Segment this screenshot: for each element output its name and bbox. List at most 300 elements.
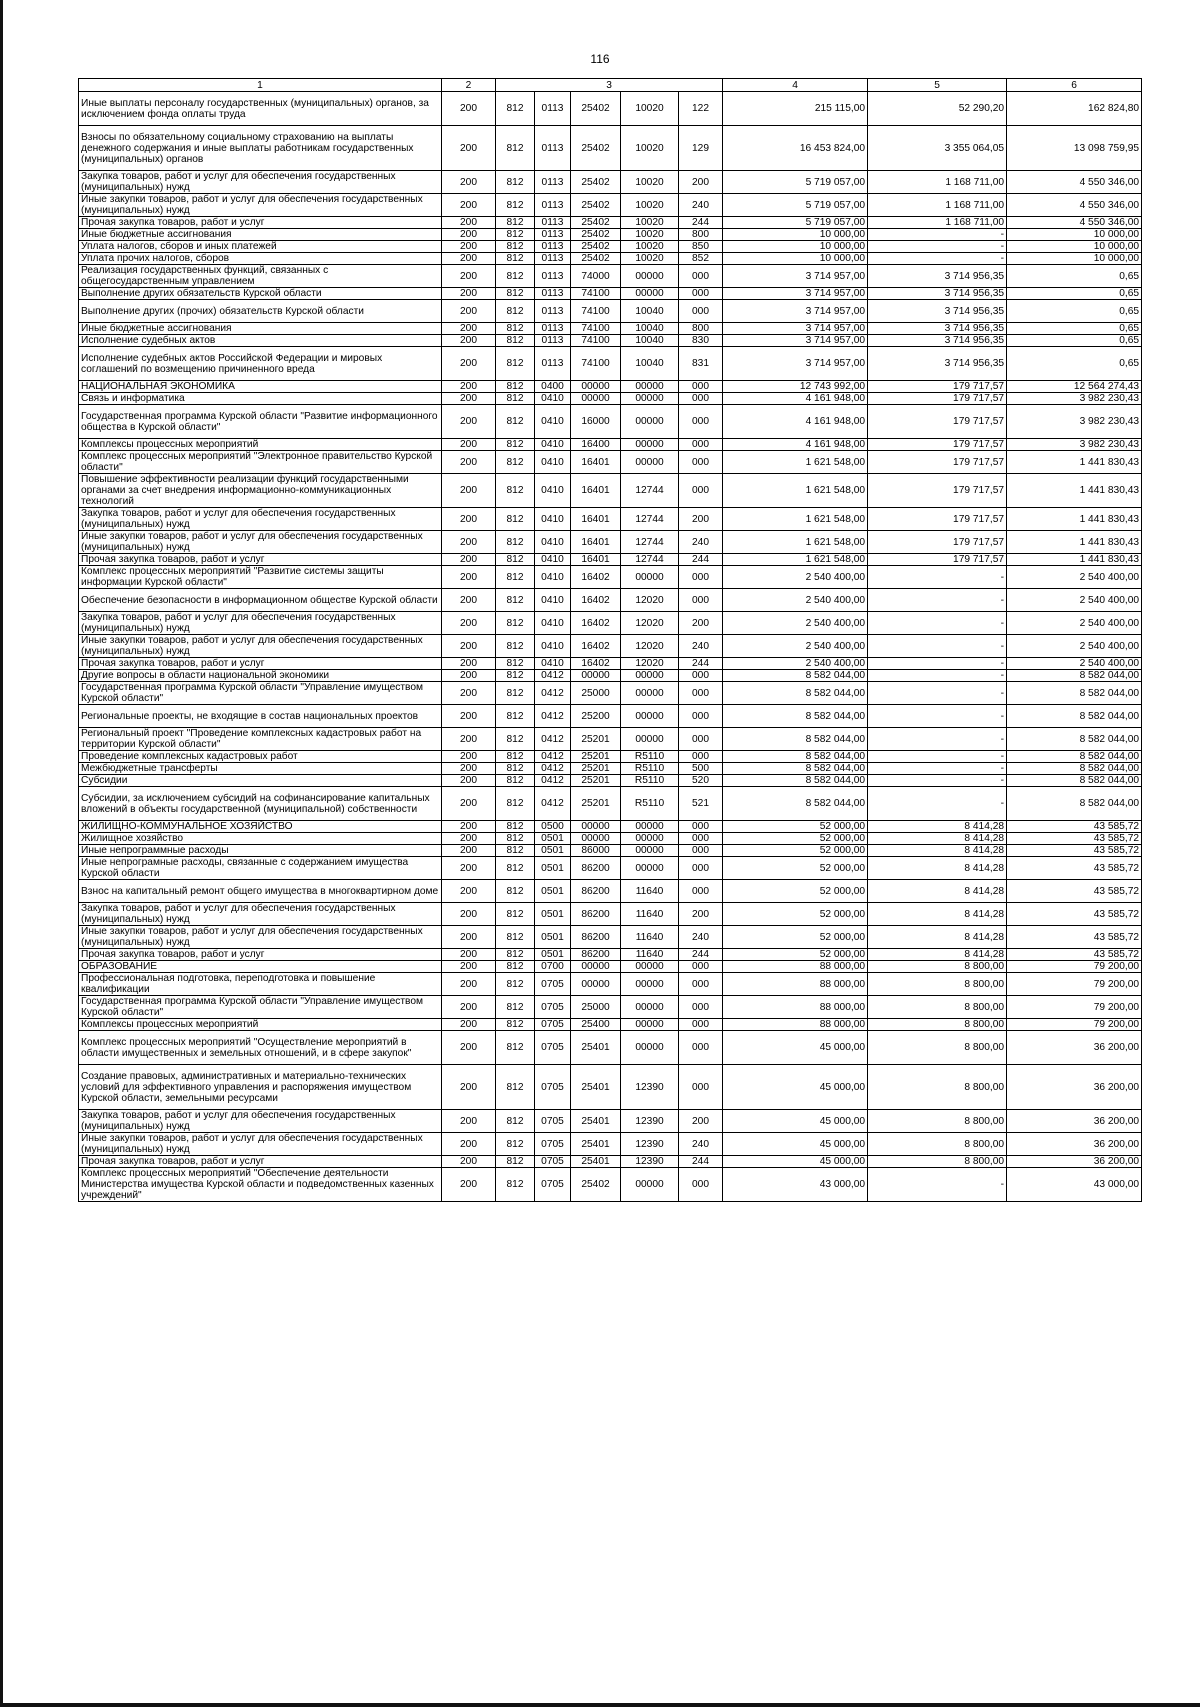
code-target: 00000 — [571, 833, 621, 845]
code-target-sub: 00000 — [621, 288, 679, 300]
value-col6: 8 582 044,00 — [1007, 775, 1142, 787]
row-name: Взносы по обязательному социальному страхованию на выплаты денежного содержания и иные выплаты работникам государственных (муниципальных) органов — [79, 126, 442, 171]
value-col4: 45 000,00 — [723, 1065, 868, 1110]
table-row — [79, 1065, 1142, 1110]
value-col4: 52 000,00 — [723, 845, 868, 857]
code-section: 0113 — [535, 288, 571, 300]
table-row — [79, 347, 1142, 381]
code-target-sub: 00000 — [621, 996, 679, 1019]
code-col2: 200 — [442, 194, 496, 217]
code-expense-type: 244 — [679, 217, 723, 229]
value-col6: 0,65 — [1007, 323, 1142, 335]
code-section: 0705 — [535, 1168, 571, 1202]
code-target: 74100 — [571, 300, 621, 323]
code-target: 25400 — [571, 1019, 621, 1031]
code-section: 0501 — [535, 926, 571, 949]
value-col6: 43 585,72 — [1007, 949, 1142, 961]
code-section: 0113 — [535, 126, 571, 171]
code-admin: 812 — [496, 566, 535, 589]
code-target-sub: 00000 — [621, 1031, 679, 1065]
row-name: Проведение комплексных кадастровых работ — [79, 751, 442, 763]
code-target: 25402 — [571, 126, 621, 171]
code-expense-type: 000 — [679, 300, 723, 323]
code-admin: 812 — [496, 92, 535, 126]
code-section: 0113 — [535, 265, 571, 288]
code-expense-type: 000 — [679, 857, 723, 880]
value-col5: 8 800,00 — [868, 961, 1007, 973]
value-col4: 45 000,00 — [723, 1156, 868, 1168]
value-col4: 8 582 044,00 — [723, 763, 868, 775]
value-col5: 8 414,28 — [868, 880, 1007, 903]
table-row — [79, 229, 1142, 241]
value-col6: 10 000,00 — [1007, 229, 1142, 241]
code-col2: 200 — [442, 821, 496, 833]
table-row — [79, 682, 1142, 705]
code-target: 16401 — [571, 474, 621, 508]
code-section: 0412 — [535, 670, 571, 682]
value-col5: 52 290,20 — [868, 92, 1007, 126]
code-admin: 812 — [496, 474, 535, 508]
code-target-sub: 10040 — [621, 335, 679, 347]
table-row — [79, 949, 1142, 961]
code-col2: 200 — [442, 508, 496, 531]
code-expense-type: 521 — [679, 787, 723, 821]
code-target-sub: 11640 — [621, 903, 679, 926]
code-col2: 200 — [442, 973, 496, 996]
code-admin: 812 — [496, 265, 535, 288]
value-col4: 12 743 992,00 — [723, 381, 868, 393]
table-row — [79, 973, 1142, 996]
code-target: 25201 — [571, 763, 621, 775]
code-col2: 200 — [442, 126, 496, 171]
value-col6: 3 982 230,43 — [1007, 439, 1142, 451]
table-row — [79, 405, 1142, 439]
value-col4: 88 000,00 — [723, 1019, 868, 1031]
value-col4: 45 000,00 — [723, 1133, 868, 1156]
value-col6: 1 441 830,43 — [1007, 508, 1142, 531]
code-admin: 812 — [496, 763, 535, 775]
code-target-sub: 10020 — [621, 126, 679, 171]
value-col6: 2 540 400,00 — [1007, 566, 1142, 589]
code-admin: 812 — [496, 451, 535, 474]
code-target: 00000 — [571, 973, 621, 996]
code-section: 0705 — [535, 1110, 571, 1133]
row-name: Профессиональная подготовка, переподготовка и повышение квалификации — [79, 973, 442, 996]
code-admin: 812 — [496, 926, 535, 949]
code-section: 0113 — [535, 241, 571, 253]
code-target: 86200 — [571, 857, 621, 880]
code-admin: 812 — [496, 335, 535, 347]
value-col6: 8 582 044,00 — [1007, 751, 1142, 763]
code-expense-type: 000 — [679, 705, 723, 728]
table-row — [79, 474, 1142, 508]
value-col4: 52 000,00 — [723, 903, 868, 926]
code-target: 25201 — [571, 728, 621, 751]
code-target: 25401 — [571, 1065, 621, 1110]
code-target: 16402 — [571, 658, 621, 670]
code-target: 74100 — [571, 335, 621, 347]
row-name: Закупка товаров, работ и услуг для обеспечения государственных (муниципальных) нужд — [79, 903, 442, 926]
value-col5: 3 714 956,35 — [868, 300, 1007, 323]
row-name: Иные закупки товаров, работ и услуг для обеспечения государственных (муниципальных) нужд — [79, 531, 442, 554]
code-target-sub: 00000 — [621, 833, 679, 845]
row-name: Региональный проект "Проведение комплексных кадастровых работ на территории Курской области" — [79, 728, 442, 751]
code-admin: 812 — [496, 658, 535, 670]
value-col4: 3 714 957,00 — [723, 323, 868, 335]
row-name: Иные бюджетные ассигнования — [79, 323, 442, 335]
value-col4: 88 000,00 — [723, 961, 868, 973]
code-expense-type: 000 — [679, 751, 723, 763]
table-row — [79, 903, 1142, 926]
code-section: 0412 — [535, 763, 571, 775]
code-target: 00000 — [571, 670, 621, 682]
code-section: 0113 — [535, 335, 571, 347]
table-row — [79, 451, 1142, 474]
code-target-sub: 10020 — [621, 229, 679, 241]
code-expense-type: 000 — [679, 821, 723, 833]
row-name: Иные непрограмные расходы, связанные с содержанием имущества Курской области — [79, 857, 442, 880]
row-name: Прочая закупка товаров, работ и услуг — [79, 217, 442, 229]
value-col6: 1 441 830,43 — [1007, 554, 1142, 566]
value-col5: - — [868, 253, 1007, 265]
table-row — [79, 996, 1142, 1019]
code-section: 0410 — [535, 439, 571, 451]
code-expense-type: 000 — [679, 670, 723, 682]
table-row — [79, 335, 1142, 347]
table-row — [79, 1031, 1142, 1065]
code-target: 25000 — [571, 996, 621, 1019]
code-section: 0705 — [535, 1031, 571, 1065]
table-row — [79, 1168, 1142, 1202]
code-target-sub: 12390 — [621, 1133, 679, 1156]
code-section: 0501 — [535, 903, 571, 926]
code-expense-type: 852 — [679, 253, 723, 265]
code-target: 00000 — [571, 393, 621, 405]
value-col6: 43 585,72 — [1007, 833, 1142, 845]
code-target: 25402 — [571, 171, 621, 194]
header-col-4: 4 — [723, 79, 868, 92]
value-col4: 1 621 548,00 — [723, 474, 868, 508]
value-col6: 36 200,00 — [1007, 1133, 1142, 1156]
code-target-sub: 12390 — [621, 1110, 679, 1133]
row-name: Межбюджетные трансферты — [79, 763, 442, 775]
value-col4: 1 621 548,00 — [723, 451, 868, 474]
code-col2: 200 — [442, 589, 496, 612]
value-col4: 16 453 824,00 — [723, 126, 868, 171]
scan-edge-left — [0, 0, 3, 1707]
code-col2: 200 — [442, 996, 496, 1019]
code-target: 16402 — [571, 612, 621, 635]
value-col6: 12 564 274,43 — [1007, 381, 1142, 393]
value-col6: 4 550 346,00 — [1007, 217, 1142, 229]
code-col2: 200 — [442, 728, 496, 751]
code-section: 0705 — [535, 973, 571, 996]
row-name: Комплекс процессных мероприятий "Обеспечение деятельности Министерства имущества Курской области и подведомственных казенных учреждений" — [79, 1168, 442, 1202]
code-target: 74000 — [571, 265, 621, 288]
code-col2: 200 — [442, 833, 496, 845]
code-admin: 812 — [496, 531, 535, 554]
value-col5: - — [868, 670, 1007, 682]
value-col6: 36 200,00 — [1007, 1156, 1142, 1168]
value-col6: 0,65 — [1007, 300, 1142, 323]
value-col4: 8 582 044,00 — [723, 670, 868, 682]
header-col-6: 6 — [1007, 79, 1142, 92]
code-target: 25402 — [571, 194, 621, 217]
value-col4: 43 000,00 — [723, 1168, 868, 1202]
value-col6: 3 982 230,43 — [1007, 405, 1142, 439]
value-col5: - — [868, 751, 1007, 763]
code-expense-type: 500 — [679, 763, 723, 775]
code-admin: 812 — [496, 670, 535, 682]
row-name: Связь и информатика — [79, 393, 442, 405]
code-col2: 200 — [442, 682, 496, 705]
value-col6: 2 540 400,00 — [1007, 635, 1142, 658]
header-col-5: 5 — [868, 79, 1007, 92]
code-col2: 200 — [442, 1168, 496, 1202]
value-col5: 3 355 064,05 — [868, 126, 1007, 171]
code-target-sub: 12020 — [621, 589, 679, 612]
row-name: Закупка товаров, работ и услуг для обеспечения государственных (муниципальных) нужд — [79, 1110, 442, 1133]
code-target: 86200 — [571, 903, 621, 926]
code-admin: 812 — [496, 589, 535, 612]
code-target: 16401 — [571, 554, 621, 566]
value-col6: 8 582 044,00 — [1007, 682, 1142, 705]
code-target-sub: 00000 — [621, 670, 679, 682]
code-section: 0410 — [535, 612, 571, 635]
row-name: ЖИЛИЩНО-КОММУНАЛЬНОЕ ХОЗЯЙСТВО — [79, 821, 442, 833]
code-col2: 200 — [442, 451, 496, 474]
value-col6: 13 098 759,95 — [1007, 126, 1142, 171]
table-row — [79, 763, 1142, 775]
code-expense-type: 000 — [679, 405, 723, 439]
table-row — [79, 323, 1142, 335]
code-target-sub: 00000 — [621, 566, 679, 589]
row-name: Региональные проекты, не входящие в состав национальных проектов — [79, 705, 442, 728]
value-col6: 43 585,72 — [1007, 821, 1142, 833]
value-col6: 79 200,00 — [1007, 973, 1142, 996]
code-expense-type: 830 — [679, 335, 723, 347]
value-col6: 36 200,00 — [1007, 1065, 1142, 1110]
code-target: 16400 — [571, 439, 621, 451]
table-row — [79, 393, 1142, 405]
code-col2: 200 — [442, 347, 496, 381]
code-col2: 200 — [442, 171, 496, 194]
value-col5: 8 800,00 — [868, 1031, 1007, 1065]
code-expense-type: 240 — [679, 1133, 723, 1156]
code-col2: 200 — [442, 903, 496, 926]
code-col2: 200 — [442, 1019, 496, 1031]
value-col5: 8 800,00 — [868, 1133, 1007, 1156]
code-admin: 812 — [496, 845, 535, 857]
code-target: 86200 — [571, 880, 621, 903]
code-target-sub: 10020 — [621, 253, 679, 265]
value-col6: 2 540 400,00 — [1007, 658, 1142, 670]
code-col2: 200 — [442, 265, 496, 288]
code-target-sub: R5110 — [621, 751, 679, 763]
row-name: Государственная программа Курской области "Развитие информационного общества в Курской области" — [79, 405, 442, 439]
code-admin: 812 — [496, 1065, 535, 1110]
value-col6: 4 550 346,00 — [1007, 171, 1142, 194]
code-section: 0113 — [535, 229, 571, 241]
code-expense-type: 000 — [679, 1168, 723, 1202]
value-col5: 179 717,57 — [868, 405, 1007, 439]
table-row — [79, 92, 1142, 126]
row-name: Исполнение судебных актов Российской Федерации и мировых соглашений по возмещению причиненного вреда — [79, 347, 442, 381]
value-col5: 179 717,57 — [868, 531, 1007, 554]
table-row — [79, 217, 1142, 229]
row-name: Взнос на капитальный ремонт общего имущества в многоквартирном доме — [79, 880, 442, 903]
table-row — [79, 821, 1142, 833]
code-expense-type: 000 — [679, 381, 723, 393]
table-row — [79, 612, 1142, 635]
row-name: Повышение эффективности реализации функций государственными органами за счет внедрения информационно-коммуникационных технологий — [79, 474, 442, 508]
table-row — [79, 751, 1142, 763]
row-name: Государственная программа Курской области "Управление имуществом Курской области" — [79, 996, 442, 1019]
code-target: 16402 — [571, 635, 621, 658]
row-name: Иные закупки товаров, работ и услуг для обеспечения государственных (муниципальных) нужд — [79, 926, 442, 949]
code-expense-type: 000 — [679, 833, 723, 845]
code-target: 25401 — [571, 1133, 621, 1156]
code-target-sub: 00000 — [621, 728, 679, 751]
row-name: Комплекс процессных мероприятий "Осуществление мероприятий в области имущественных и земельных отношений, и в сфере закупок" — [79, 1031, 442, 1065]
value-col5: 8 414,28 — [868, 903, 1007, 926]
value-col5: 8 414,28 — [868, 857, 1007, 880]
code-col2: 200 — [442, 857, 496, 880]
row-name: Иные бюджетные ассигнования — [79, 229, 442, 241]
code-expense-type: 129 — [679, 126, 723, 171]
code-section: 0410 — [535, 508, 571, 531]
code-expense-type: 122 — [679, 92, 723, 126]
value-col5: 179 717,57 — [868, 508, 1007, 531]
code-expense-type: 000 — [679, 566, 723, 589]
value-col6: 79 200,00 — [1007, 961, 1142, 973]
value-col4: 10 000,00 — [723, 229, 868, 241]
row-name: Жилищное хозяйство — [79, 833, 442, 845]
value-col6: 43 000,00 — [1007, 1168, 1142, 1202]
code-expense-type: 800 — [679, 323, 723, 335]
value-col4: 3 714 957,00 — [723, 288, 868, 300]
table-row — [79, 253, 1142, 265]
code-section: 0412 — [535, 751, 571, 763]
row-name: Уплата налогов, сборов и иных платежей — [79, 241, 442, 253]
table-row — [79, 1156, 1142, 1168]
row-name: Прочая закупка товаров, работ и услуг — [79, 1156, 442, 1168]
code-col2: 200 — [442, 381, 496, 393]
code-admin: 812 — [496, 682, 535, 705]
code-expense-type: 000 — [679, 961, 723, 973]
row-name: Комплексы процессных мероприятий — [79, 439, 442, 451]
value-col4: 8 582 044,00 — [723, 787, 868, 821]
code-section: 0705 — [535, 996, 571, 1019]
value-col5: 3 714 956,35 — [868, 335, 1007, 347]
code-expense-type: 000 — [679, 474, 723, 508]
code-admin: 812 — [496, 1156, 535, 1168]
code-target-sub: 12020 — [621, 612, 679, 635]
value-col4: 1 621 548,00 — [723, 531, 868, 554]
value-col5: - — [868, 1168, 1007, 1202]
code-target: 16401 — [571, 531, 621, 554]
code-col2: 200 — [442, 751, 496, 763]
code-section: 0113 — [535, 92, 571, 126]
code-expense-type: 520 — [679, 775, 723, 787]
header-col-1: 1 — [79, 79, 442, 92]
code-expense-type: 000 — [679, 439, 723, 451]
value-col5: - — [868, 787, 1007, 821]
code-target-sub: 00000 — [621, 1168, 679, 1202]
code-col2: 200 — [442, 393, 496, 405]
value-col4: 3 714 957,00 — [723, 265, 868, 288]
table-header-row — [79, 79, 1142, 92]
table-row — [79, 857, 1142, 880]
value-col5: - — [868, 589, 1007, 612]
value-col6: 4 550 346,00 — [1007, 194, 1142, 217]
table-row — [79, 508, 1142, 531]
code-section: 0412 — [535, 682, 571, 705]
value-col6: 3 982 230,43 — [1007, 393, 1142, 405]
code-col2: 200 — [442, 253, 496, 265]
header-col-3: 3 — [496, 79, 723, 92]
code-admin: 812 — [496, 126, 535, 171]
value-col5: 179 717,57 — [868, 554, 1007, 566]
code-admin: 812 — [496, 821, 535, 833]
code-target: 25402 — [571, 229, 621, 241]
code-expense-type: 200 — [679, 612, 723, 635]
code-admin: 812 — [496, 903, 535, 926]
value-col4: 5 719 057,00 — [723, 171, 868, 194]
code-target: 25201 — [571, 787, 621, 821]
code-target: 74100 — [571, 288, 621, 300]
code-target-sub: 10020 — [621, 92, 679, 126]
code-section: 0412 — [535, 705, 571, 728]
code-admin: 812 — [496, 217, 535, 229]
row-name: Прочая закупка товаров, работ и услуг — [79, 554, 442, 566]
row-name: Иные закупки товаров, работ и услуг для обеспечения государственных (муниципальных) нужд — [79, 635, 442, 658]
code-admin: 812 — [496, 973, 535, 996]
value-col6: 79 200,00 — [1007, 1019, 1142, 1031]
code-col2: 200 — [442, 300, 496, 323]
row-name: Государственная программа Курской области "Управление имуществом Курской области" — [79, 682, 442, 705]
table-row — [79, 658, 1142, 670]
code-target-sub: 11640 — [621, 926, 679, 949]
code-section: 0412 — [535, 775, 571, 787]
value-col4: 8 582 044,00 — [723, 705, 868, 728]
row-name: Прочая закупка товаров, работ и услуг — [79, 658, 442, 670]
table-row — [79, 1019, 1142, 1031]
code-section: 0501 — [535, 880, 571, 903]
value-col5: 8 414,28 — [868, 949, 1007, 961]
value-col4: 4 161 948,00 — [723, 439, 868, 451]
value-col6: 0,65 — [1007, 265, 1142, 288]
value-col4: 3 714 957,00 — [723, 347, 868, 381]
code-section: 0410 — [535, 451, 571, 474]
value-col6: 36 200,00 — [1007, 1031, 1142, 1065]
code-admin: 812 — [496, 635, 535, 658]
table-row — [79, 728, 1142, 751]
code-col2: 200 — [442, 1110, 496, 1133]
row-name: Комплекс процессных мероприятий "Электронное правительство Курской области" — [79, 451, 442, 474]
code-admin: 812 — [496, 833, 535, 845]
table-row — [79, 1133, 1142, 1156]
scan-edge-bottom — [0, 1703, 1200, 1707]
code-target-sub: 12020 — [621, 658, 679, 670]
value-col5: 1 168 711,00 — [868, 171, 1007, 194]
value-col4: 8 582 044,00 — [723, 775, 868, 787]
code-section: 0410 — [535, 554, 571, 566]
value-col5: 1 168 711,00 — [868, 194, 1007, 217]
code-target: 25402 — [571, 92, 621, 126]
row-name: Закупка товаров, работ и услуг для обеспечения государственных (муниципальных) нужд — [79, 612, 442, 635]
code-expense-type: 000 — [679, 265, 723, 288]
